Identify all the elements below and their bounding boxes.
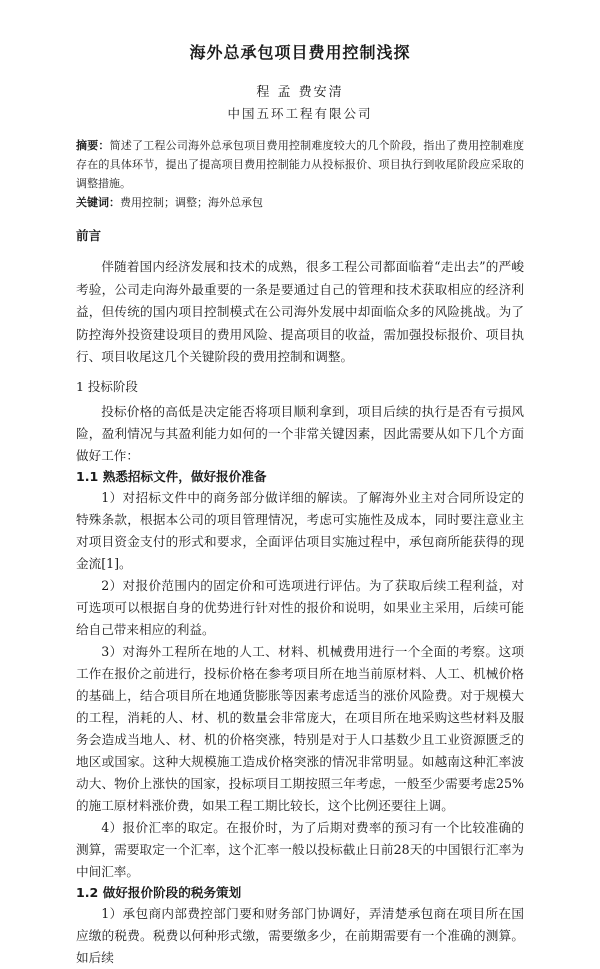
preface-paragraph: 伴随着国内经济发展和技术的成熟，很多工程公司都面临着“走出去”的严峻考验，公司走向海外最重要的一条是要通过自己的管理和技术获取相应的经济利益，但传统的国内项目控制模式在公司海外发展中却面临众多的风险挑战。为了防控海外投资建设项目的费用风险、提高项目的收益，需加强投标报价、项目执行、项目收尾这几个关键阶段的费用控制和调整。 <box>76 259 524 364</box>
abstract-label: 摘要： <box>76 139 110 152</box>
list-item: 4）报价汇率的取定。在报价时，为了后期对费率的预习有一个比较准确的测算，需要取定一个汇率，这个汇率一般以投标截止日前28天的中国银行汇率为中间汇率。 <box>76 819 524 879</box>
subsection-heading-1-1: 1.1 熟悉招标文件，做好报价准备 <box>76 468 267 484</box>
list-item: 3）对海外工程所在地的人工、材料、机械费用进行一个全面的考察。这项工作在报价之前进行，投标价格在参考项目所在地当前原材料、人工、机械价格的基础上，结合项目所在地通货膨胀等因素考虑适当的涨价风险费。对于规模大的工程，消耗的人、材、机的数量会非常庞大，在项目所在地采购这些材料及服务会造成当地人、材、机的价格突涨，特别是对于人口基数少且工业资源匮乏的地区或国家。这种大规模施工造成价格突涨的情况非常明显。如越南这种汇率波动大、物价上涨快的国家，投标项目工期按照三年考虑，一般至少需要考虑25%的施工原材料涨价费，如果工程工期比较长，这个比例还要往上调。 <box>76 643 524 813</box>
paper-authors: 程 孟 费安清 <box>256 85 344 100</box>
list-item: 1）对招标文件中的商务部分做详细的解读。了解海外业主对合同所设定的特殊条款，根据本公司的项目管理情况，考虑可实施性及成本，同时要注意业主对项目资金支付的形式和要求，全面评估项目实施过程中，承包商所能获得的现金流[1]。 <box>76 489 524 571</box>
section-heading-bidding: 1 投标阶段 <box>76 378 138 394</box>
list-item: 2）对报价范围内的固定价和可选项进行评估。为了获取后续工程利益，对可选项可以根据自身的优势进行针对性的报价和说明，如果业主采用，后续可能给自己带来相应的利益。 <box>76 577 524 637</box>
keywords-text: 费用控制；调整；海外总承包 <box>120 196 263 209</box>
section-heading-preface: 前言 <box>76 228 102 243</box>
paper-affiliation: 中国五环工程有限公司 <box>227 106 373 121</box>
keywords-label: 关键词： <box>76 196 120 209</box>
bidding-intro-paragraph: 投标价格的高低是决定能否将项目顺利拿到，项目后续的执行是否有亏损风险，盈利情况与其盈利能力如何的一个非常关键因素，因此需要从如下几个方面做好工作： <box>76 403 524 463</box>
abstract <box>76 136 524 193</box>
keywords <box>76 193 524 212</box>
abstract-text: 简述了工程公司海外总承包项目费用控制难度较大的几个阶段，指出了费用控制难度存在的具体环节，提出了提高项目费用控制能力从投标报价、项目执行到收尾阶段应采取的调整措施。 <box>76 139 525 190</box>
subsection-heading-1-2: 1.2 做好报价阶段的税务策划 <box>76 884 242 900</box>
list-item: 1）承包商内部费控部门要和财务部门协调好，弄清楚承包商在项目所在国应缴的税费。税费以何种形式缴，需要缴多少，在前期需要有一个准确的测算。如后续 <box>76 905 524 965</box>
paper-title: 海外总承包项目费用控制浅探 <box>189 43 411 62</box>
